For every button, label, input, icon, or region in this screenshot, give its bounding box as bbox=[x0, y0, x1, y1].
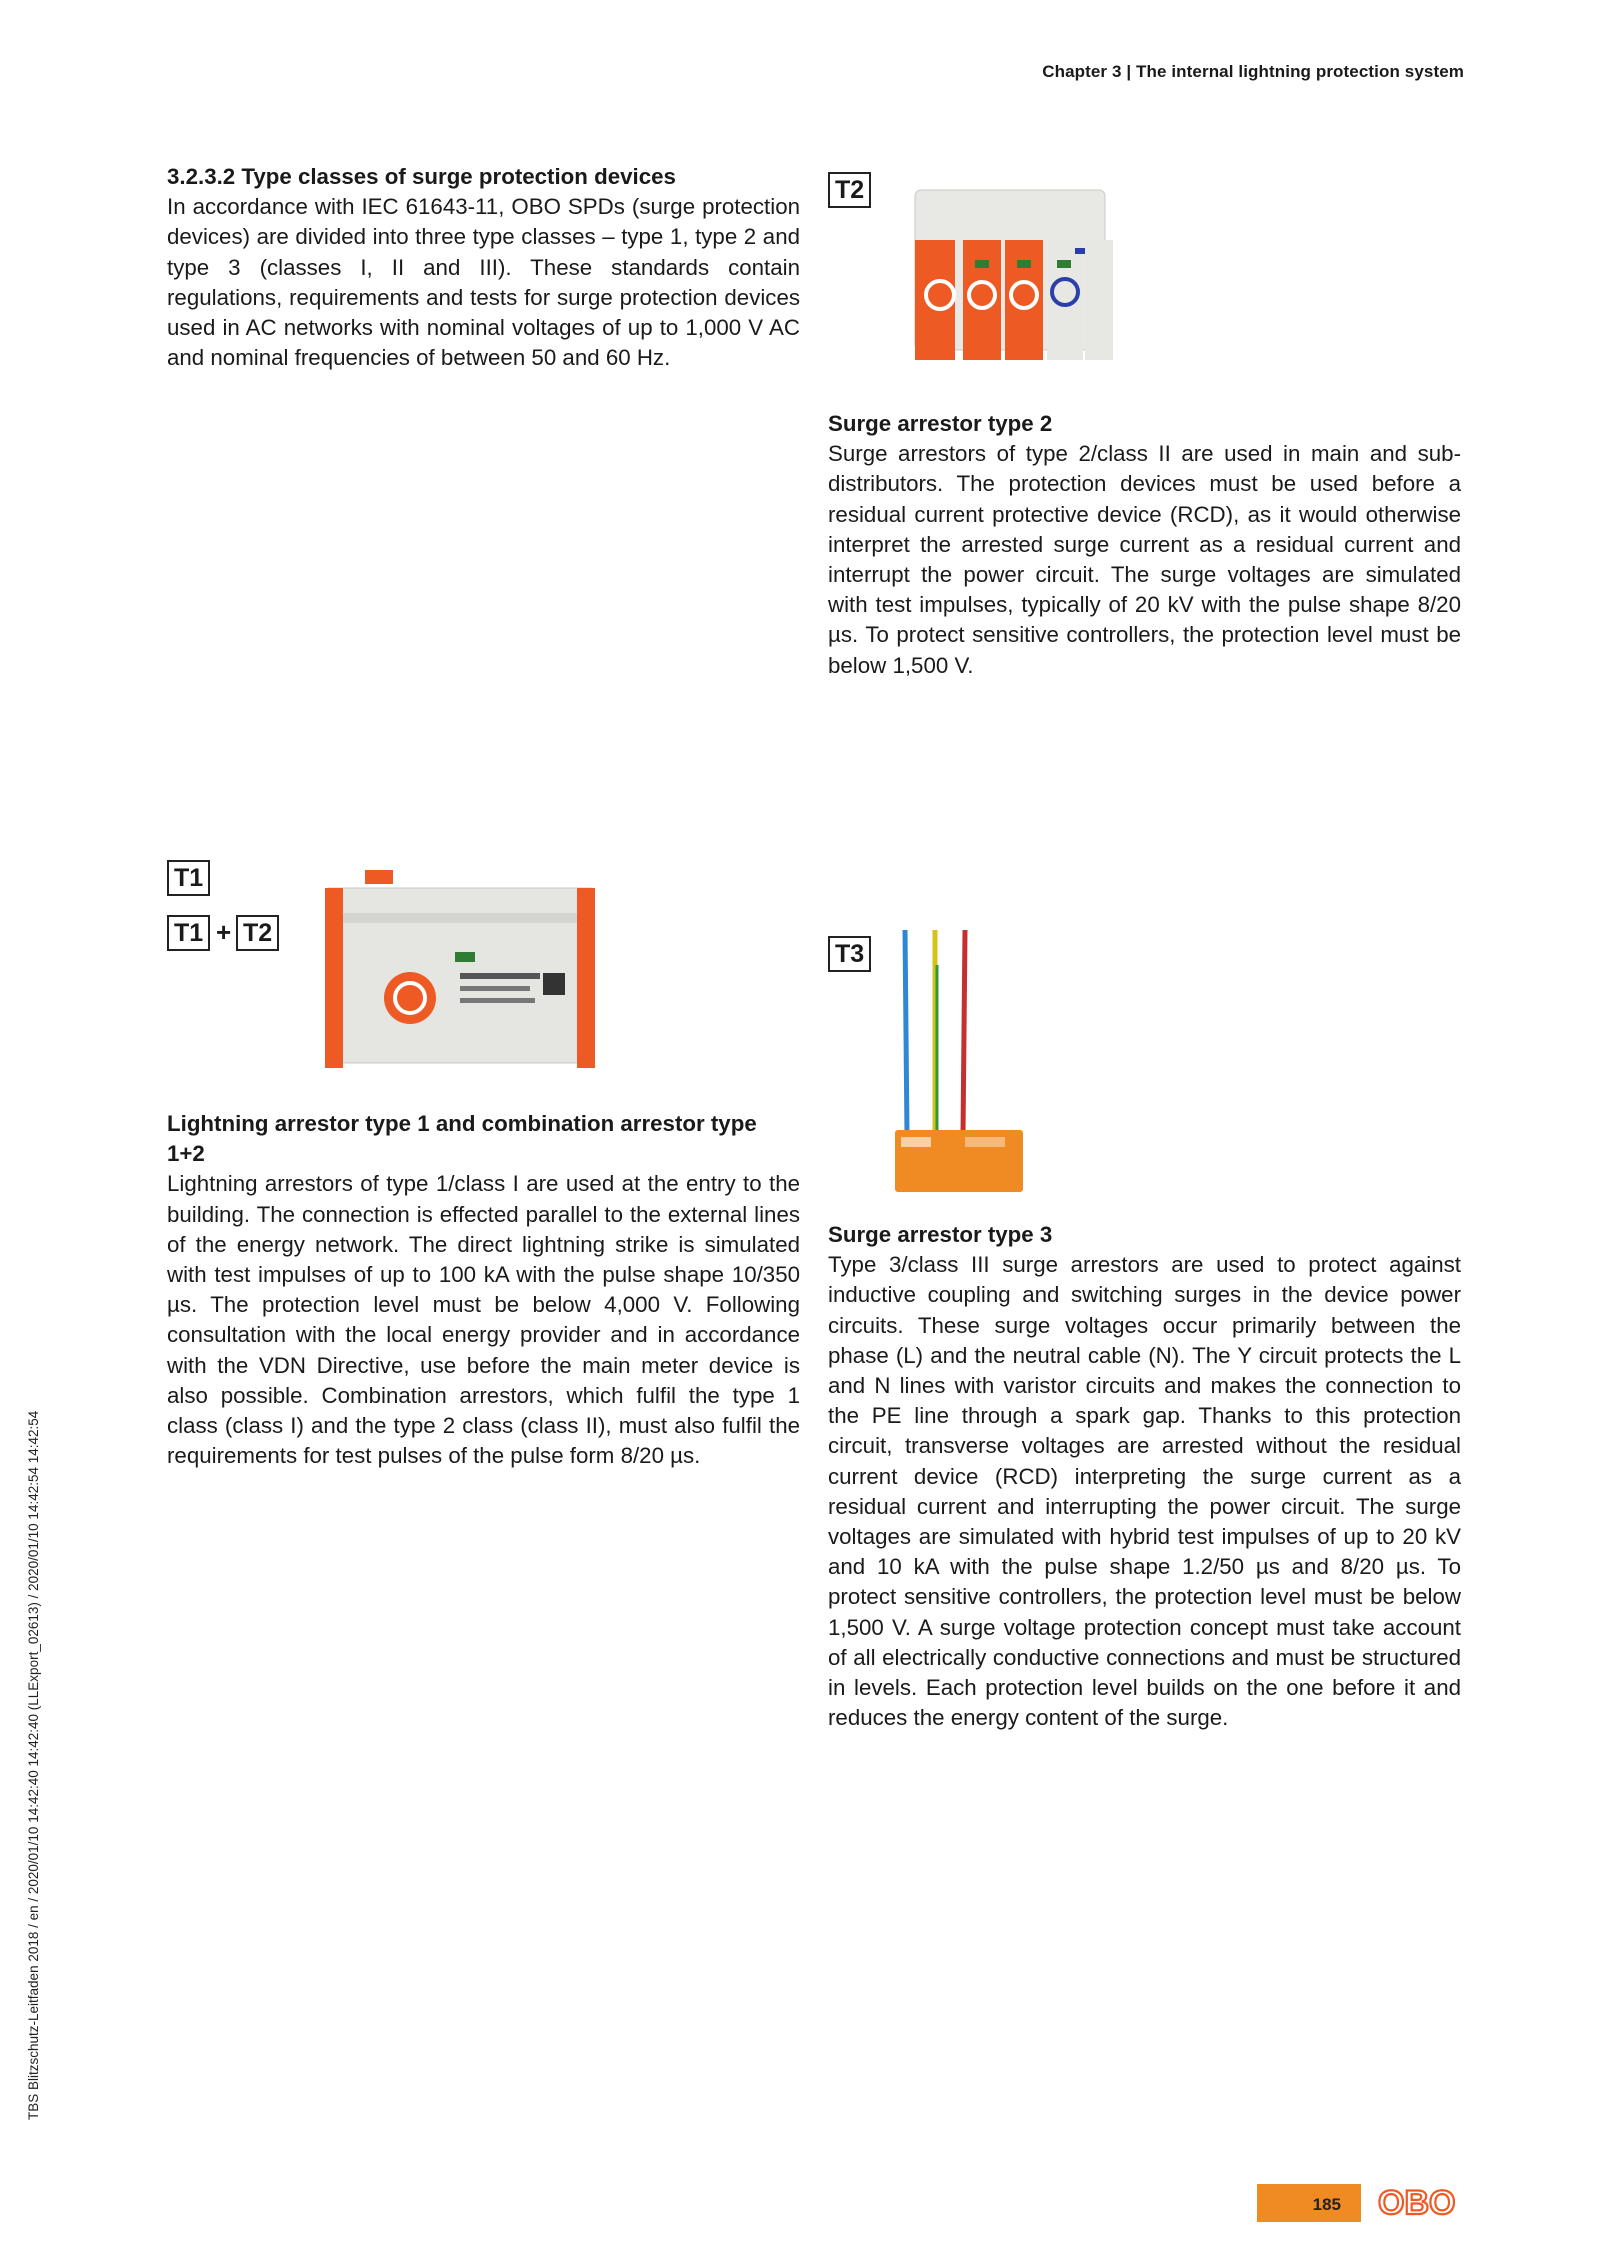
type1-device-image bbox=[325, 868, 595, 1080]
type3-heading: Surge arrestor type 3 bbox=[828, 1222, 1053, 1247]
badge-combo-t2-label: T2 bbox=[236, 915, 279, 951]
badge-t1-combo bbox=[167, 915, 210, 951]
badge-t1-label: T1 bbox=[167, 860, 210, 896]
type2-heading: Surge arrestor type 2 bbox=[828, 411, 1053, 436]
page-number: 185 bbox=[1257, 2184, 1361, 2222]
type1-paragraph: Lightning arrestors of type 1/class I are used at the entry to the building. The connection is effected parallel to the external lines of the energy network. The direct lightning strike is simulated with test impulses of up to 100 kA with the pulse shape 10/350 µs. The protection level must be below 4,000 V. Following consultation with the local energy provider and in accordance with the VDN Directive, use before the main meter device is also possible. Combination arrestors, which fulfil the type 1 class (class I) and the type 2 class (class II), must also fulfil the requirements for test pulses of the pulse form 8/20 µs. bbox=[167, 1171, 800, 1469]
badge-t3 bbox=[828, 936, 871, 972]
badge-t2-combo bbox=[236, 915, 279, 951]
type1-heading: Lightning arrestor type 1 and combination arrestor type 1+2 bbox=[167, 1111, 757, 1167]
badge-plus: + bbox=[216, 917, 232, 947]
type1-block bbox=[167, 1109, 800, 1471]
badge-t3-label: T3 bbox=[828, 936, 871, 972]
obo-logo bbox=[1378, 2185, 1460, 2219]
type3-paragraph: Type 3/class III surge arrestors are used to protect against inductive coupling and switching surges in the device power circuits. These surge voltages occur primarily between the phase (L) and the neutral cable (N). The Y circuit protects the L and N lines with varistor circuits and makes the connection to the PE line through a spark gap. Thanks to this protection circuit, transverse voltages are arrested without the residual current device (RCD) interpreting the surge current as a residual current and interrupting the power circuit. The surge voltages are simulated with hybrid test impulses of up to 20 kV and 10 kA with the pulse shape 1.2/50 µs and 8/20 µs. To protect sensitive controllers, the protection level must be below 1,500 V. A surge voltage protection concept must take account of all electrically conductive connections and must be structured in levels. Each protection level builds on the one before it and reduces the energy content of the surge. bbox=[828, 1252, 1461, 1731]
type3-block bbox=[828, 1220, 1461, 1733]
intro-paragraph: In accordance with IEC 61643-11, OBO SPDs (surge protection devices) are divided into three type classes – type 1, type 2 and type 3 (classes I, II and III). These standards contain regulations, requirements and tests for surge protection devices used in AC networks with nominal voltages of up to 1,000 V AC and nominal frequencies of between 50 and 60 Hz. bbox=[167, 194, 800, 371]
badge-t2 bbox=[828, 172, 871, 208]
sidebar-meta: TBS Blitzschutz-Leitfaden 2018 / en / 2020/01/10 14:42:40 14:42:40 (LLExport_02613) / 2020/01/10 14:42:54 14:42:54 bbox=[26, 1410, 41, 2120]
intro-block bbox=[167, 162, 800, 373]
type2-block bbox=[828, 409, 1461, 681]
badge-t1 bbox=[167, 860, 210, 896]
type3-device-image bbox=[895, 925, 1030, 1205]
section-heading: 3.2.3.2 Type classes of surge protection devices bbox=[167, 164, 676, 189]
type2-device-image bbox=[905, 180, 1125, 375]
badge-t2-label: T2 bbox=[828, 172, 871, 208]
type2-paragraph: Surge arrestors of type 2/class II are used in main and sub-distributors. The protection devices must be used before a residual current protective device (RCD), as it would otherwise interpret the arrested surge current as a residual current and interrupt the power circuit. The surge voltages are simulated with test impulses, typically of 20 kV with the pulse shape 8/20 µs. To protect sensitive controllers, the protection level must be below 1,500 V. bbox=[828, 441, 1461, 678]
badge-combo-t1-label: T1 bbox=[167, 915, 210, 951]
chapter-header: Chapter 3 | The internal lightning protection system bbox=[1042, 62, 1464, 81]
obo-logo-text: OBO bbox=[1378, 2185, 1456, 2219]
